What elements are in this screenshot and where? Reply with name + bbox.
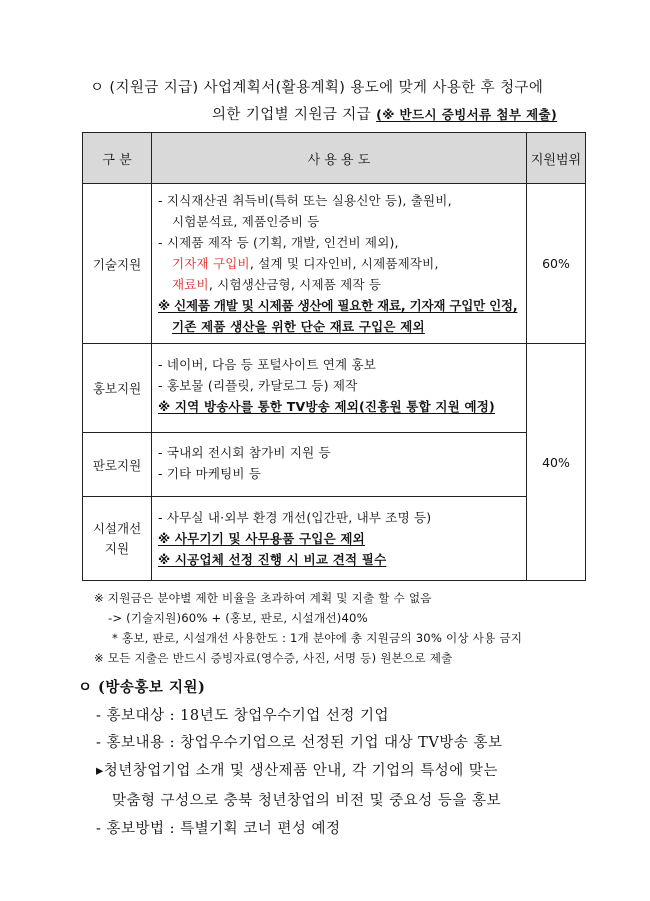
usage-promo <box>152 344 527 433</box>
table-row-facility <box>83 497 586 581</box>
usage-line: - 기타 마케팅비 등 <box>158 466 262 481</box>
note-line-2: -> (기술지원)60% + (홍보, 판로, 시설개선)40% <box>108 611 368 625</box>
usage-tech <box>152 184 527 344</box>
usage-line: 재료비, 시험생산금형, 시제품 제작 등 <box>172 277 382 292</box>
note-line-4: ※ 모든 지출은 반드시 증빙자료(영수증, 사진, 서명 등) 원본으로 제출 <box>94 651 453 665</box>
broadcast-title: ㅇ (방송홍보 지원) <box>78 679 206 696</box>
intro-line-1: ㅇ (지원금 지급) 사업계획서(활용계획) 용도에 맞게 사용한 후 청구에 <box>90 80 544 96</box>
usage-facility <box>152 497 527 581</box>
usage-note: ※ 지역 방송사를 통한 TV방송 제외(진흥원 통합 지원 예정) <box>158 399 495 414</box>
note-line-1: ※ 지원금은 분야별 제한 비율을 초과하여 계획 및 지출 할 수 없음 <box>94 591 432 605</box>
table-row-tech <box>83 184 586 344</box>
usage-line: - 시제품 제작 등 (기획, 개발, 인건비 제외), <box>158 235 399 250</box>
category-sales: 판로지원 <box>83 433 152 497</box>
table-header-row <box>83 133 586 184</box>
header-usage: 사 용 용 도 <box>152 133 527 184</box>
header-category: 구 분 <box>83 133 152 184</box>
usage-note: ※ 시공업체 선정 진행 시 비교 견적 필수 <box>158 552 387 567</box>
usage-line: - 사무실 내·외부 환경 개선(입간판, 내부 조명 등) <box>158 510 432 525</box>
broadcast-item: - 홍보내용 : 창업우수기업으로 선정된 기업 대상 TV방송 홍보 <box>96 735 503 751</box>
broadcast-item: - 홍보방법 : 특별기획 코너 편성 예정 <box>96 821 341 837</box>
usage-note: ※ 사무기기 및 사무용품 구입은 제외 <box>158 531 365 546</box>
range-other: 40% <box>527 344 586 581</box>
usage-line: 시험분석료, 제품인증비 등 <box>172 214 320 229</box>
highlight-equipment: 기자재 구입비 <box>172 256 250 271</box>
broadcast-item: - 홍보대상 : 18년도 창업우수기업 선정 기업 <box>96 708 390 724</box>
table-row-sales <box>83 433 586 497</box>
usage-line: - 네이버, 다음 등 포털사이트 연계 홍보 <box>158 357 377 372</box>
intro-line-2-text: 의한 기업별 지원금 지급 <box>212 107 372 123</box>
usage-line: 기자재 구입비, 설계 및 디자인비, 시제품제작비, <box>172 256 439 271</box>
broadcast-item: ▸청년창업기업 소개 및 생산제품 안내, 각 기업의 특성에 맞는 <box>96 763 498 779</box>
usage-note: ※ 신제품 개발 및 시제품 생산에 필요한 재료, 기자재 구입만 인정, <box>158 298 518 313</box>
usage-line: - 지식재산권 취득비(특허 또는 실용신안 등), 출원비, <box>158 193 452 208</box>
category-promo: 홍보지원 <box>83 344 152 433</box>
usage-sales <box>152 433 527 497</box>
intro-evidence-note: (※ 반드시 증빙서류 첨부 제출) <box>376 107 558 122</box>
intro-line-2 <box>212 103 557 124</box>
broadcast-item: 맞춤형 구성으로 충북 청년창업의 비전 및 중요성 등을 홍보 <box>112 793 502 809</box>
highlight-materials: 재료비 <box>172 277 209 292</box>
usage-line: - 홍보물 (리플릿, 카달로그 등) 제작 <box>158 378 358 393</box>
table-row-promo <box>83 344 586 433</box>
support-usage-table <box>82 132 586 581</box>
usage-line: - 국내외 전시회 참가비 지원 등 <box>158 445 331 460</box>
note-line-3: * 홍보, 판로, 시설개선 사용한도 : 1개 분야에 총 지원금의 30% 이상 사용 금지 <box>112 631 523 645</box>
range-tech: 60% <box>527 184 586 344</box>
usage-note: 기존 제품 생산을 위한 단순 재료 구입은 제외 <box>172 319 425 334</box>
category-facility: 시설개선 지원 <box>83 497 152 581</box>
category-tech: 기술지원 <box>83 184 152 344</box>
header-range: 지원범위 <box>527 133 586 184</box>
